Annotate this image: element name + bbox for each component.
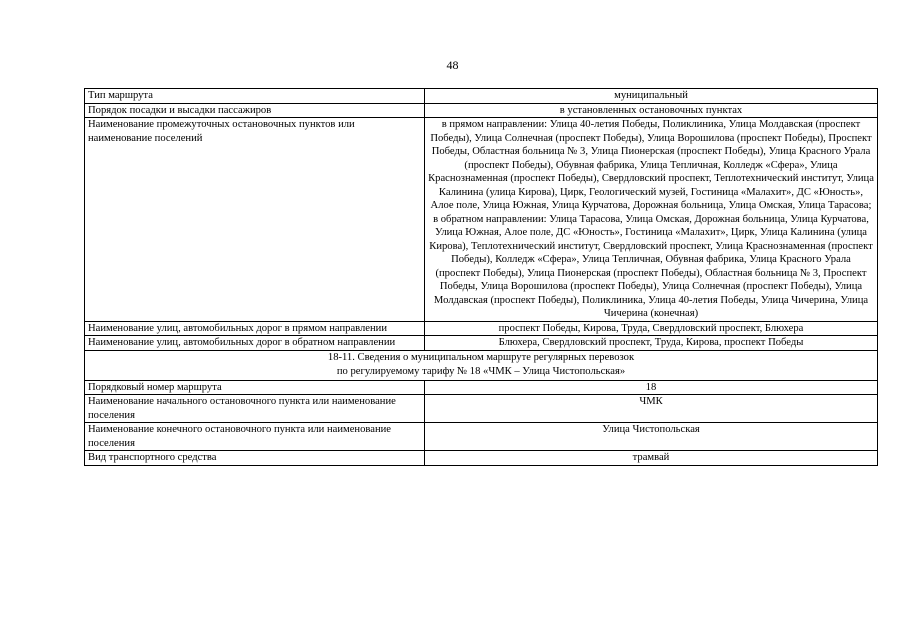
section-heading — [85, 350, 878, 380]
backward-streets-label: Наименование улиц, автомобильных дорог в обратном направлении — [85, 336, 425, 351]
backward-stops-text: в обратном направлении: Улица Тарасова, Улица Омская, Дорожная больница, Улица Курчатова, Улица Южная, Алое поле, ДС «Юность», Гостиница «Малахит», Цирк, Улица Калинина (улица Кирова), Теплотехнический институт, Свердловский проспект, Улица Краснознаменная (проспект Победы), Колледж «Сфера», Улица Тепличная, Обувная фабрика, Улица Красного Урала (проспект Победы), Улица Пионерская (проспект Победы), Областная больница № 3, Проспект Победы, Улица Ворошилова (проспект Победы), Улица Солнечная (проспект Победы), Улица Молдавская (проспект Победы), Поликлиника, Улица 40-летия Победы, Улица Чичерина, Улица Чичерина (конечная) — [429, 213, 873, 319]
start-stop-label: Наименование начального остановочного пункта или наименование поселения — [85, 395, 425, 423]
table-row — [85, 118, 878, 322]
boarding-order-label: Порядок посадки и высадки пассажиров — [85, 103, 425, 118]
section-heading-line-2: по регулируемому тарифу № 18 «ЧМК – Улица Чистопольская» — [336, 366, 626, 377]
table-row — [85, 451, 878, 466]
vehicle-type-label: Вид транспортного средства — [85, 451, 425, 466]
table-row — [85, 395, 878, 423]
forward-stops-text: в прямом направлении: Улица 40-летия Победы, Поликлиника, Улица Молдавская (проспект Победы), Улица Солнечная (проспект Победы), Улица Ворошилова (проспект Победы), Проспект Победы, Областная больница № 3, Улица Пионерская (проспект Победы), Улица Красного Урала (проспект Победы), Обувная фабрика, Улица Тепличная, Колледж «Сфера», Улица Краснознаменная (проспект Победы), Свердловский проспект, Теплотехнический институт, Улица Калинина (улица Кирова), Цирк, Геологический музей, Гостиница «Малахит», ДС «Юность», Алое поле, Улица Южная, Улица Курчатова, Дорожная больница, Улица Омская, Улица Тарасова; — [428, 119, 874, 211]
end-stop-label: Наименование конечного остановочного пункта или наименование поселения — [85, 423, 425, 451]
vehicle-type-value: трамвай — [425, 451, 878, 466]
route-number-label: Порядковый номер маршрута — [85, 380, 425, 395]
start-stop-value: ЧМК — [425, 395, 878, 423]
route-type-value: муниципальный — [425, 89, 878, 104]
section-heading-line-1: 18-11. Сведения о муниципальном маршруте регулярных перевозок — [327, 351, 635, 363]
table-row — [85, 103, 878, 118]
intermediate-stops-label: Наименование промежуточных остановочных пунктов или наименование поселений — [85, 118, 425, 322]
table-row — [85, 321, 878, 336]
page-number: 48 — [446, 58, 459, 72]
boarding-order-value: в установленных остановочных пунктах — [425, 103, 878, 118]
table-row — [85, 380, 878, 395]
forward-streets-value: проспект Победы, Кирова, Труда, Свердловский проспект, Блюхера — [425, 321, 878, 336]
route-number-value: 18 — [425, 380, 878, 395]
table-row — [85, 89, 878, 104]
backward-streets-value: Блюхера, Свердловский проспект, Труда, Кирова, проспект Победы — [425, 336, 878, 351]
route-type-label: Тип маршрута — [85, 89, 425, 104]
route-info-table — [84, 88, 878, 466]
section-header-row — [85, 350, 878, 380]
intermediate-stops-value — [425, 118, 878, 322]
end-stop-value: Улица Чистопольская — [425, 423, 878, 451]
table-row — [85, 423, 878, 451]
table-row — [85, 336, 878, 351]
forward-streets-label: Наименование улиц, автомобильных дорог в прямом направлении — [85, 321, 425, 336]
